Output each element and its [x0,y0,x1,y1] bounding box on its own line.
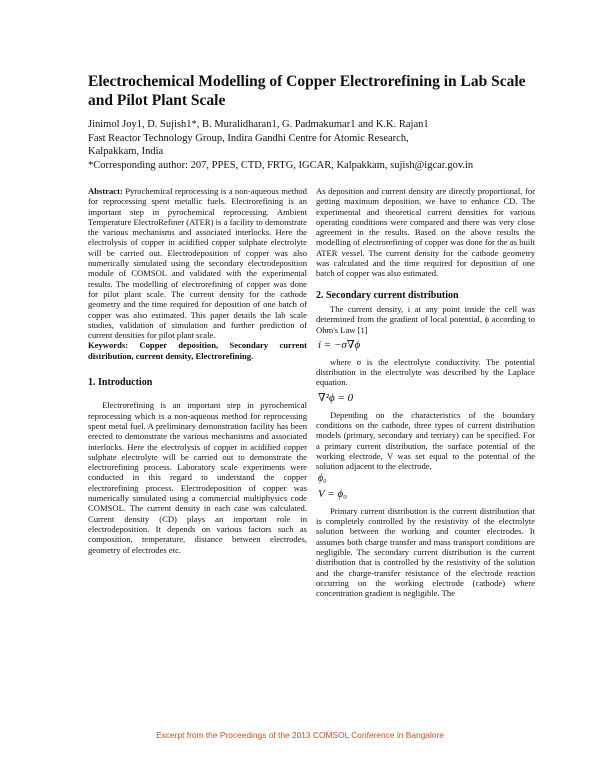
intro-paragraph: Electrorefining is an important step in pyrochemical reprocessing which is a non-aqueous method for reprocessing spent metal fuel. A preliminary demonstration facility has been erected to demonstrate the various mechanisms and associated interlocks. Here the electrolysis of copper in acidified copper sulphate electrolyte will be carried out to demonstrate the electrorefining process. Laboratory scale experiments were conducted in this regard to understand the copper electrorefining process. Electrodeposition of copper was numerically simulated using a commercial multiphysics code COMSOL. The current density in each case was calculated. Current density (CD) plays an important role in electrodeposition. It depends on various factors such as composition, temperature, distance between electrodes, geometry of electrodes etc. [88,400,307,555]
section-2-heading: 2. Secondary current distribution [316,289,459,301]
author-names: Jinimol Joy1, D. Sujish1*, B. Muralidharan1, G. Padmakumar1 and K.K. Rajan1 [88,119,429,130]
laplace-equation: ∇²ϕ = 0 [318,391,354,404]
paper-title: Electrochemical Modelling of Copper Electrorefining in Lab Scale and Pilot Plant Scale [88,73,526,109]
ohms-law-equation: i = −σ∇ϕ [318,338,361,351]
intro-continued-paragraph: As deposition and current density are directly proportional, for getting maximum deposition, we have to enhance CD. The experimental and theoretical current densities for various operating conditions were compared and there was very close agreement in the results. Based on the above results the modelling of electrorefining of copper was done for the as built ATER vessel. The current density for the cathode geometry was calculated and the time required for deposition of one batch of copper was also estimated. [316,186,535,279]
keywords: Keywords: Copper deposition, Secondary current distribution, current density, Electrorefining. [88,340,307,361]
section-2-paragraph-4: Primary current distribution is the current distribution that is completely controlled by the resistivity of the electrolyte solution between the working and counter electrodes. It assumes both charge transfer and mass transport conditions are negligible. The secondary current distribution is the current distribution that is controlled by the resistivity of the solution and the charge-transfer resistance of the electrode reaction occurring on the working electrode (cathode) where concentration gradient is negligible. The [316,505,535,599]
phi-zero-symbol: ϕ₀ [318,472,327,484]
author-block [88,118,538,172]
corresponding-author: *Corresponding author: 207, PPES, CTD, FRTG, IGCAR, Kalpakkam, sujish@igcar.gov.in [88,159,474,171]
section-2-paragraph-2: where σ is the electrolyte conductivity. The potential distribution in the electrolyte was described by the Laplace equation. [316,356,535,388]
right-column [316,186,535,599]
affiliation-line-2: Kalpakkam, India [88,146,164,157]
left-column [88,186,307,555]
conference-footer: Excerpt from the Proceedings of the 2013 COMSOL Conference in Bangalore [156,730,444,740]
abstract-text: Pyrochemical reprocessing is a non-aqueous method for reprocessing spent metallic fuels. Electrorefining is an important step in pyrochemical reprocessing. Ambient Temperature ElectroRefiner (ATER) is a facility to demonstrate the various mechanisms and associated interlocks. Here the electrolysis of copper in acidified copper sulphate electrolyte will be carried out. Electrodeposition of copper was also numerically simulated using the secondary electrodeposition module of COMSOL and validated with the experimental results. The modelling of electrorefining of copper was done for pilot plant scale. The current density for the cathode geometry and the time required for deposition of one batch of copper was also estimated. This paper details the lab scale studies, validation of simulation and further prediction of current densities for pilot plant scale. [88,186,307,341]
intro-heading: 1. Introduction [88,377,153,389]
affiliation-line-1: Fast Reactor Technology Group, Indira Gandhi Centre for Atomic Research, [88,132,409,144]
section-2-paragraph-1: The current density, i at any point inside the cell was determined from the gradient of local potential, ϕ according to Ohm's Law [1] [316,303,535,335]
section-2-paragraph-3: Depending on the characteristics of the boundary conditions on the cathode, three types of current distribution models (primary, secondary and terriary) can be specified. For a primary current distribution, the surface potential of the working electrode, V was set equal to the potential of the solution adjacent to the electrode, [316,409,535,472]
abstract-paragraph [88,186,307,340]
abstract-label: Abstract: [88,186,123,196]
boundary-equation: V = ϕ₀ [318,487,347,500]
